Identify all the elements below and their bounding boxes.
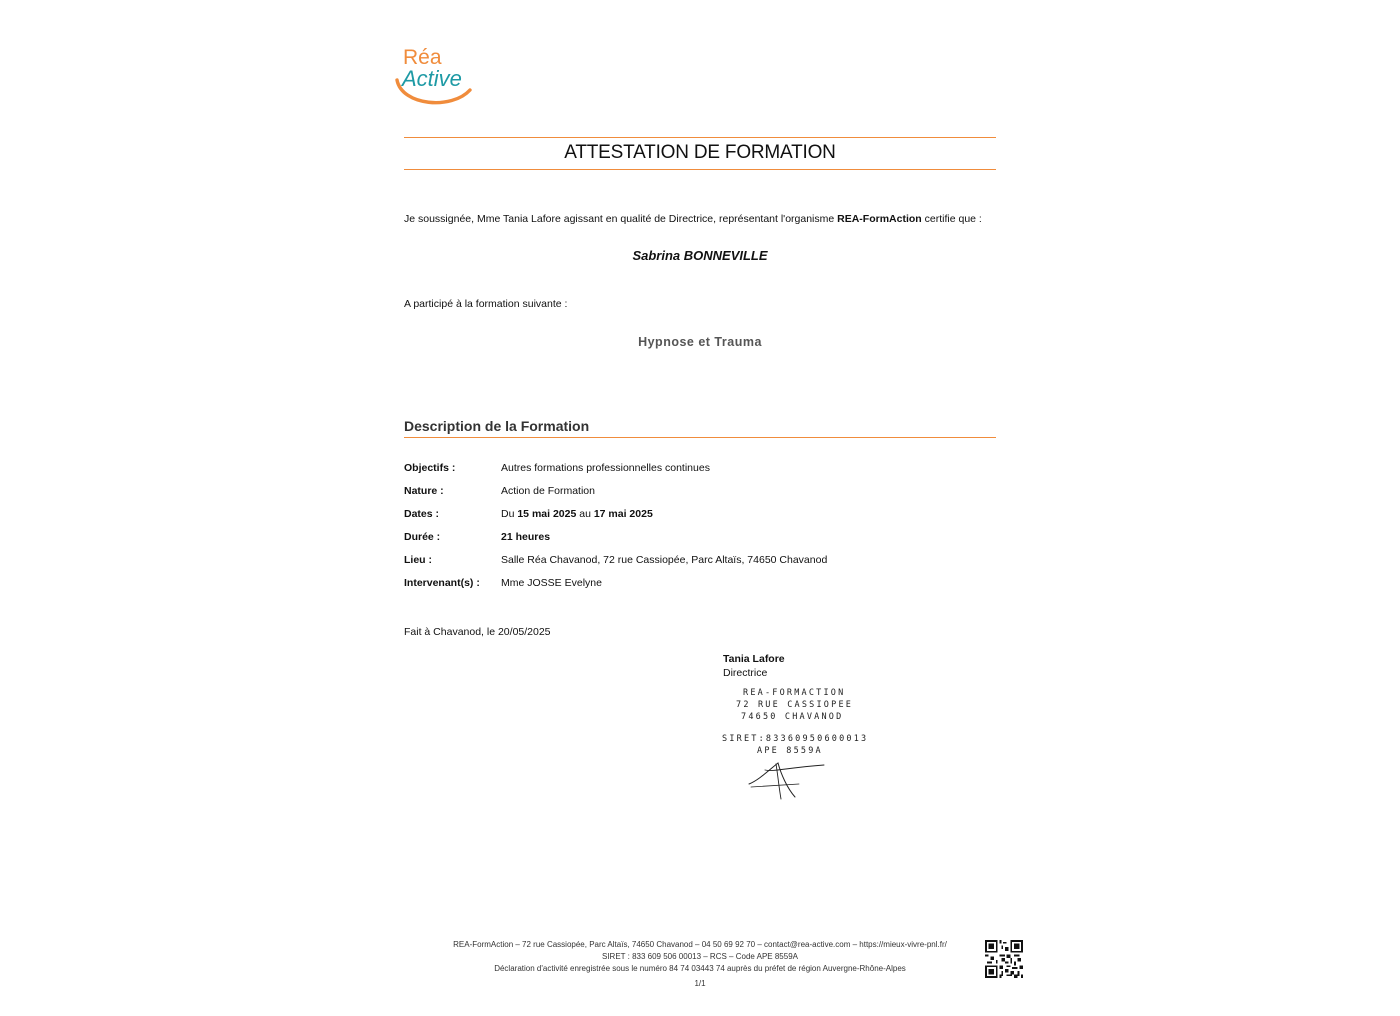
title-bottom-rule (404, 169, 996, 170)
detail-label: Objectifs : (404, 462, 456, 474)
dates-prefix: Du (501, 508, 518, 520)
detail-value (501, 508, 653, 520)
title-top-rule (404, 137, 996, 138)
participation-text: A participé à la formation suivante : (404, 298, 568, 310)
stamp-line2: 72 RUE CASSIOPEE (736, 700, 854, 710)
footer-declaration: Déclaration d'activité enregistrée sous le numéro 84 74 03443 74 auprès du préfet de région Auvergne-Rhône-Alpes (494, 964, 906, 973)
detail-value: Autres formations professionnelles continues (501, 462, 710, 474)
logo-graphic (392, 40, 492, 110)
stamp-line1: REA-FORMACTION (743, 688, 846, 698)
course-title: Hypnose et Trauma (638, 335, 762, 349)
footer-contact: REA-FormAction – 72 rue Cassiopée, Parc Altaïs, 74650 Chavanod – 04 50 69 92 70 – contact@rea-active.com – https://mieux-vivre-pnl.fr/ (453, 940, 947, 949)
logo-line2: Active (402, 66, 462, 91)
page-number: 1/1 (694, 979, 706, 988)
detail-label: Nature : (404, 485, 444, 497)
dates-start: 15 mai 2025 (517, 508, 577, 520)
signer-role: Directrice (723, 667, 768, 679)
qr-code-icon (985, 940, 1023, 978)
stamp-line5: APE 8559A (757, 746, 823, 756)
intro-suffix: certifie que : (921, 213, 982, 225)
stamp-line3: 74650 CHAVANOD (741, 712, 844, 722)
rea-active-logo (392, 40, 492, 110)
qr-graphic (985, 940, 1023, 978)
logo-line1: Réa (403, 46, 442, 69)
detail-value: Salle Réa Chavanod, 72 rue Cassiopée, Parc Altaïs, 74650 Chavanod (501, 554, 828, 566)
signer-name: Tania Lafore (723, 653, 785, 665)
detail-label: Lieu : (404, 554, 432, 566)
trainee-name: Sabrina BONNEVILLE (632, 248, 768, 263)
detail-value: 21 heures (501, 531, 551, 543)
place-date: Fait à Chavanod, le 20/05/2025 (404, 626, 551, 638)
section-title: Description de la Formation (404, 418, 590, 434)
section-rule (404, 437, 996, 438)
signature-graphic (745, 758, 829, 802)
footer-siret: SIRET : 833 609 506 00013 – RCS – Code APE 8559A (602, 952, 798, 961)
intro-paragraph (404, 213, 982, 225)
organisme-name: REA-FormAction (837, 213, 922, 225)
page-title: ATTESTATION DE FORMATION (564, 142, 836, 163)
detail-value: Action de Formation (501, 485, 595, 497)
detail-label: Intervenant(s) : (404, 577, 480, 589)
dates-middle: au (576, 508, 594, 520)
intro-prefix: Je soussignée, Mme Tania Lafore agissant en qualité de Directrice, représentant l'organisme (404, 213, 838, 225)
handwritten-signature (745, 758, 829, 802)
stamp-line4: SIRET:83360950600013 (722, 734, 869, 744)
detail-label: Dates : (404, 508, 440, 520)
detail-label: Durée : (404, 531, 441, 543)
detail-value: Mme JOSSE Evelyne (501, 577, 602, 589)
dates-end: 17 mai 2025 (593, 508, 653, 520)
